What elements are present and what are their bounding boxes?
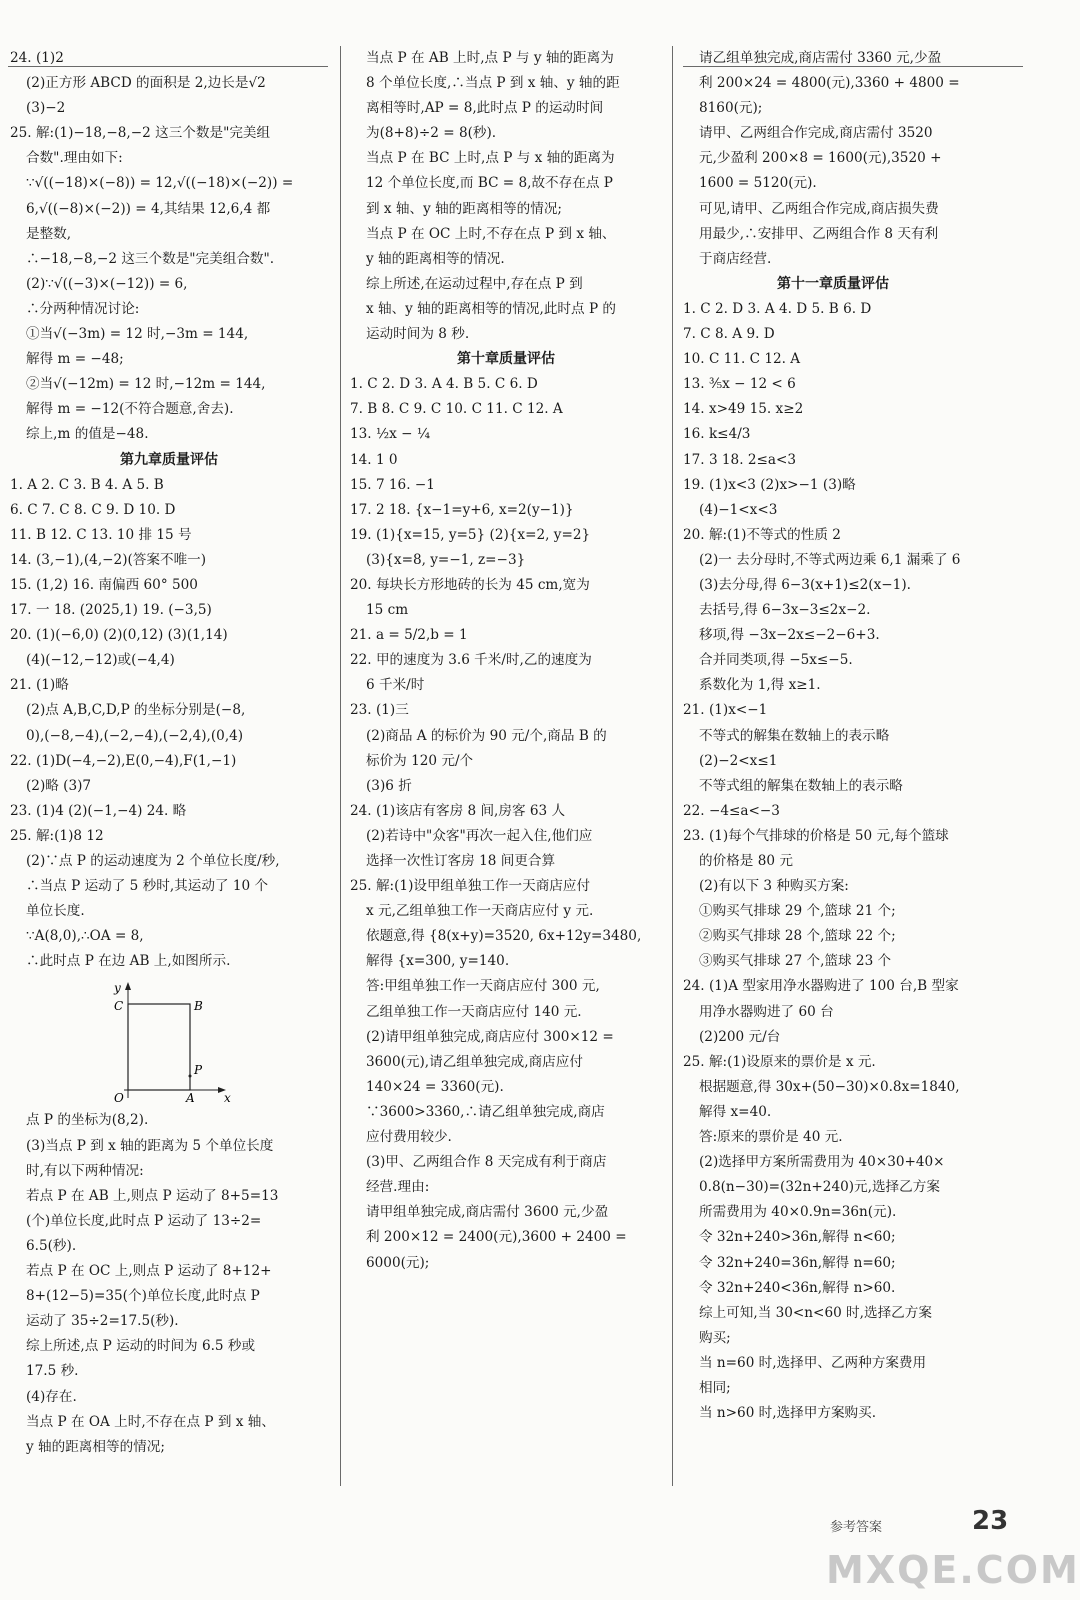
- answer-line: y 轴的距离相等的情况.: [366, 250, 505, 267]
- answer-line: 若点 P 在 OC 上,则点 P 运动了 8+12+: [26, 1263, 272, 1280]
- answer-line: 24. (1)A 型家用净水器购进了 100 台,B 型家: [683, 978, 959, 995]
- answer-line: 时,有以下两种情况:: [26, 1162, 144, 1179]
- answer-line: 15. (1,2) 16. 南偏西 60° 500: [10, 576, 198, 593]
- answer-line: 14. x>49 15. x≥2: [683, 401, 804, 418]
- answer-line: 21. (1)略: [10, 677, 69, 694]
- answer-line: 6.5(秒).: [26, 1237, 77, 1254]
- answer-line: ∵√((−18)×(−8)) = 12,√((−18)×(−2)) =: [26, 175, 294, 192]
- answer-line: 13. ½x − ¼: [350, 426, 430, 443]
- answer-line: 相同;: [699, 1379, 731, 1396]
- fig-label-x: x: [224, 1091, 231, 1106]
- fig-label-a: A: [186, 1091, 195, 1106]
- answer-line: 当点 P 在 AB 上时,点 P 与 y 轴的距离为: [366, 50, 614, 66]
- answers-ch9-end: [350, 46, 662, 347]
- answer-line: 综上所述,在运动过程中,存在点 P 到: [366, 275, 583, 292]
- fig-label-c: C: [114, 999, 124, 1014]
- answer-line: 可见,请甲、乙两组合作完成,商店损失费: [699, 200, 939, 217]
- answer-line: 令 32n+240<36n,解得 n>60.: [699, 1279, 896, 1296]
- answer-line: 8160(元);: [699, 100, 763, 117]
- answer-line: 10. C 11. C 12. A: [683, 351, 801, 368]
- answer-line: 1600 = 5120(元).: [699, 175, 817, 192]
- answer-line: 17. 2 18. {x−1=y+6, x=2(y−1)}: [350, 501, 574, 518]
- answer-line: 是整数,: [26, 225, 72, 242]
- answer-line: 移项,得 −3x−2x≤−2−6+3.: [699, 627, 880, 644]
- answer-line: 经营.理由:: [366, 1179, 430, 1196]
- answer-line: (3)6 折: [366, 777, 412, 794]
- answer-line: 8 个单位长度,∴当点 P 到 x 轴、y 轴的距: [366, 75, 620, 92]
- answer-line: ③购买气排球 27 个,篮球 23 个: [699, 953, 892, 970]
- answer-line: 综上,m 的值是−48.: [26, 426, 149, 443]
- answer-line: (3)去分母,得 6−3(x+1)≤2(x−1).: [699, 576, 911, 593]
- answer-line: 请甲组单独完成,商店需付 3600 元,少盈: [366, 1204, 609, 1221]
- page-footer: [822, 1506, 1032, 1546]
- answer-line: (2)−2<x≤1: [699, 752, 778, 769]
- answer-line: (2)正方形 ABCD 的面积是 2,边长是√2: [26, 75, 266, 92]
- answers-ch9-continued: [10, 1108, 328, 1459]
- answer-line: 25. 解:(1)设原来的票价是 x 元.: [683, 1053, 876, 1070]
- answer-line: 利 200×12 = 2400(元),3600 + 2400 =: [366, 1229, 627, 1246]
- answer-line: (2)商品 A 的标价为 90 元/个,商品 B 的: [366, 727, 607, 744]
- answer-line: (3){x=8, y=−1, z=−3}: [366, 551, 526, 568]
- answer-line: 答:甲组单独工作一天商店应付 300 元,: [366, 978, 600, 995]
- answer-line: 不等式的解集在数轴上的表示略: [699, 727, 890, 744]
- answer-line: 单位长度.: [26, 903, 85, 920]
- answer-line: 13. ⅗x − 12 < 6: [683, 376, 796, 393]
- answers-ch11: [683, 297, 983, 1426]
- answer-line: (2)选择甲方案所需费用为 40×30+40×: [699, 1154, 945, 1171]
- answer-line: (3)甲、乙两组合作 8 天完成有利于商店: [366, 1154, 607, 1171]
- answer-line: 21. (1)x<−1: [683, 702, 768, 719]
- answer-line: 23. (1)三: [350, 702, 409, 719]
- answer-line: 1. C 2. D 3. A 4. D 5. B 6. D: [683, 300, 872, 317]
- answer-line: (4)存在.: [26, 1388, 77, 1405]
- answer-line: 当点 P 在 OA 上时,不存在点 P 到 x 轴、: [26, 1413, 275, 1430]
- answer-line: 标价为 120 元/个: [366, 752, 474, 769]
- answer-line: (2)∵√((−3)×(−12)) = 6,: [26, 275, 188, 292]
- answer-line: 25. 解:(1)设甲组单独工作一天商店应付: [350, 878, 591, 895]
- answer-line: 3600(元),请乙组单独完成,商店应付: [366, 1053, 583, 1070]
- fig-label-y: y: [114, 981, 121, 996]
- answer-line: 7. B 8. C 9. C 10. C 11. C 12. A: [350, 401, 563, 418]
- answer-line: x 元,乙组单独工作一天商店应付 y 元.: [366, 903, 594, 920]
- answer-line: 12 个单位长度,而 BC = 8,故不存在点 P: [366, 175, 613, 192]
- answer-line: ∵A(8,0),∴OA = 8,: [26, 928, 144, 945]
- answer-line: 购买;: [699, 1329, 731, 1346]
- answer-line: 20. 每块长方形地砖的长为 45 cm,宽为: [350, 576, 590, 593]
- answer-line: 合并同类项,得 −5x≤−5.: [699, 652, 853, 669]
- answer-line: 离相等时,AP = 8,此时点 P 的运动时间: [366, 100, 604, 117]
- answer-line: 11. B 12. C 13. 10 排 15 号: [10, 526, 192, 543]
- answer-line: 23. (1)4 (2)(−1,−4) 24. 略: [10, 802, 187, 819]
- answer-line: 15. 7 16. −1: [350, 476, 435, 493]
- answer-line: 8+(12−5)=35(个)单位长度,此时点 P: [26, 1288, 260, 1305]
- answer-line: 元,少盈利 200×8 = 1600(元),3520 +: [699, 150, 942, 167]
- answer-line: 解得 x=40.: [699, 1103, 772, 1120]
- answer-line: 23. (1)每个气排球的价格是 50 元,每个篮球: [683, 827, 949, 844]
- answer-line: 16. k≤4/3: [683, 426, 751, 443]
- answer-line: 用最少,∴安排甲、乙两组合作 8 天有利: [699, 225, 939, 242]
- answer-line: 去括号,得 6−3x−3≤2x−2.: [699, 602, 871, 619]
- column-left: [10, 46, 328, 1460]
- answer-line: (个)单位长度,此时点 P 运动了 13÷2=: [26, 1212, 262, 1229]
- answer-line: 运动时间为 8 秒.: [366, 326, 470, 343]
- heading-ch10: 第十章质量评估: [457, 351, 555, 368]
- answer-line: (2)∵点 P 的运动速度为 2 个单位长度/秒,: [26, 853, 280, 869]
- answer-line: 17. 3 18. 2≤a<3: [683, 451, 797, 468]
- answer-line: (2)请甲组单独完成,商店应付 300×12 =: [366, 1028, 614, 1045]
- answer-line: 不等式组的解集在数轴上的表示略: [699, 777, 903, 794]
- answer-line: 令 32n+240>36n,解得 n<60;: [699, 1229, 896, 1246]
- answer-line: 140×24 = 3360(元).: [366, 1078, 504, 1095]
- answer-line: 的价格是 80 元: [699, 853, 793, 869]
- answer-line: ∴−18,−8,−2 这三个数是"完美组合数".: [26, 250, 275, 267]
- answer-line: (4)(−12,−12)或(−4,4): [26, 652, 175, 669]
- answer-line: 综上可知,当 30<n<60 时,选择乙方案: [699, 1304, 932, 1321]
- answer-line: 6. C 7. C 8. C 9. D 10. D: [10, 501, 176, 518]
- answer-line: 综上所述,点 P 运动的时间为 6.5 秒或: [26, 1338, 256, 1355]
- answer-line: ②购买气排球 28 个,篮球 22 个;: [699, 928, 896, 945]
- answer-line: 0),(−8,−4),(−2,−4),(−2,4),(0,4): [26, 727, 244, 744]
- answer-line: 17. 一 18. (2025,1) 19. (−3,5): [10, 602, 212, 619]
- fig-label-p: P: [194, 1063, 203, 1078]
- answer-line: ∵3600>3360,∴请乙组单独完成,商店: [366, 1103, 605, 1120]
- answer-line: 20. (1)(−6,0) (2)(0,12) (3)(1,14): [10, 627, 228, 644]
- column-divider-2: [672, 46, 673, 1486]
- answer-line: 为(8+8)÷2 = 8(秒).: [366, 125, 497, 142]
- answer-line: 6 千米/时: [366, 677, 425, 694]
- column-right: [683, 46, 983, 1426]
- answers-ch10: [350, 372, 662, 1275]
- answer-line: 当 n>60 时,选择甲方案购买.: [699, 1405, 877, 1422]
- answer-line: 点 P 的坐标为(8,2).: [26, 1112, 149, 1129]
- answer-line: 14. (3,−1),(4,−2)(答案不唯一): [10, 551, 207, 568]
- answer-line: 24. (1)该店有客房 8 间,房客 63 人: [350, 802, 566, 819]
- answer-line: 若点 P 在 AB 上,则点 P 运动了 8+5=13: [26, 1187, 279, 1204]
- answer-line: 20. 解:(1)不等式的性质 2: [683, 526, 841, 543]
- answer-line: 请甲、乙两组合作完成,商店需付 3520: [699, 125, 933, 142]
- answer-line: 令 32n+240=36n,解得 n=60;: [699, 1254, 896, 1271]
- answer-line: 利 200×24 = 4800(元),3360 + 4800 =: [699, 75, 960, 92]
- answer-line: ∴此时点 P 在边 AB 上,如图所示.: [26, 953, 231, 970]
- answers-ch9: [10, 473, 328, 975]
- answer-line: 1. C 2. D 3. A 4. B 5. C 6. D: [350, 376, 538, 393]
- answer-line: (2)若诗中"众客"再次一起入住,他们应: [366, 827, 593, 844]
- answer-line: 答:原来的票价是 40 元.: [699, 1129, 843, 1146]
- answer-line: 依题意,得 {8(x+y)=3520, 6x+12y=3480,: [366, 928, 642, 945]
- answer-line: 22. 甲的速度为 3.6 千米/时,乙的速度为: [350, 652, 592, 669]
- answers-ch10-end: [683, 46, 983, 272]
- answer-line: 合数".理由如下:: [26, 150, 123, 167]
- answer-line: 25. 解:(1)8 12: [10, 827, 104, 844]
- answer-line: 用净水器购进了 60 台: [699, 1003, 834, 1020]
- answer-line: 15 cm: [366, 602, 409, 619]
- answer-line: 系数化为 1,得 x≥1.: [699, 677, 821, 694]
- answer-line: 22. −4≤a<−3: [683, 802, 780, 819]
- heading-ch9: 第九章质量评估: [120, 451, 218, 468]
- answer-line: 解得 m = −12(不符合题意,舍去).: [26, 401, 234, 418]
- answer-line: ①当√(−3m) = 12 时,−3m = 144,: [26, 326, 249, 343]
- answer-line: ②当√(−12m) = 12 时,−12m = 144,: [26, 376, 266, 393]
- answer-line: (2)有以下 3 种购买方案:: [699, 878, 849, 895]
- answer-line: 19. (1)x<3 (2)x>−1 (3)略: [683, 476, 856, 493]
- answer-line: 于商店经营.: [699, 250, 772, 267]
- fig-label-b: B: [194, 999, 203, 1014]
- answer-line: 到 x 轴、y 轴的距离相等的情况;: [366, 200, 563, 217]
- heading-ch11: 第十一章质量评估: [777, 275, 889, 292]
- answers-ch8-tail: [10, 46, 328, 448]
- answer-line: 14. 1 0: [350, 451, 398, 468]
- answer-line: (3)−2: [26, 100, 66, 117]
- answer-line: ∴分两种情况讨论:: [26, 300, 140, 317]
- answer-line: ①购买气排球 29 个,篮球 21 个;: [699, 903, 896, 920]
- answer-line: x 轴、y 轴的距离相等的情况,此时点 P 的: [366, 300, 617, 317]
- answer-line: 应付费用较少.: [366, 1129, 452, 1146]
- answer-line: 1. A 2. C 3. B 4. A 5. B: [10, 476, 164, 493]
- answer-line: (2)点 A,B,C,D,P 的坐标分别是(−8,: [26, 702, 246, 719]
- answer-line: 所需费用为 40×0.9n=36n(元).: [699, 1204, 897, 1221]
- answer-line: 乙组单独工作一天商店应付 140 元.: [366, 1003, 582, 1020]
- answer-line: (2)一 去分母时,不等式两边乘 6,1 漏乘了 6: [699, 551, 961, 568]
- answer-line: 6,√((−8)×(−2)) = 4,其结果 12,6,4 都: [26, 200, 271, 217]
- column-divider-1: [340, 46, 341, 1486]
- answer-line: y 轴的距离相等的情况;: [26, 1438, 165, 1455]
- answer-line: (4)−1<x<3: [699, 501, 778, 518]
- answer-line: 6000(元);: [366, 1254, 430, 1271]
- answer-line: 运动了 35÷2=17.5(秒).: [26, 1313, 179, 1330]
- fig-label-o: O: [114, 1091, 124, 1106]
- answer-line: 解得 {x=300, y=140.: [366, 953, 510, 970]
- column-middle: [350, 46, 662, 1276]
- page-number: 23: [972, 1506, 1009, 1536]
- answer-line: 根据题意,得 30x+(50−30)×0.8x=1840,: [699, 1078, 960, 1095]
- answer-line: (3)当点 P 到 x 轴的距离为 5 个单位长度: [26, 1137, 274, 1154]
- watermark: MXQE.COM: [826, 1548, 1080, 1592]
- answer-line: 请乙组单独完成,商店需付 3360 元,少盈: [699, 50, 942, 66]
- coordinate-figure: [10, 974, 328, 1108]
- answer-line: 当 n=60 时,选择甲、乙两种方案费用: [699, 1354, 927, 1371]
- answer-line: ∴当点 P 运动了 5 秒时,其运动了 10 个: [26, 878, 269, 895]
- answer-line: (2)200 元/台: [699, 1028, 781, 1045]
- answer-line: 当点 P 在 BC 上时,点 P 与 x 轴的距离为: [366, 150, 615, 167]
- answer-line: 当点 P 在 OC 上时,不存在点 P 到 x 轴、: [366, 225, 616, 242]
- answer-line: 25. 解:(1)−18,−8,−2 这三个数是"完美组: [10, 125, 271, 142]
- answer-line: 24. (1)2: [10, 50, 64, 66]
- answer-line: 7. C 8. A 9. D: [683, 326, 775, 343]
- answer-line: 选择一次性订客房 18 间更合算: [366, 853, 556, 869]
- answer-line: 22. (1)D(−4,−2),E(0,−4),F(1,−1): [10, 752, 237, 769]
- answer-line: 17.5 秒.: [26, 1363, 79, 1380]
- answer-line: 19. (1){x=15, y=5} (2){x=2, y=2}: [350, 526, 591, 543]
- answer-line: 解得 m = −48;: [26, 351, 124, 368]
- answer-line: 0.8(n−30)=(32n+240)元,选择乙方案: [699, 1179, 940, 1196]
- answer-line: 21. a = 5/2,b = 1: [350, 627, 468, 644]
- footer-label: 参考答案: [830, 1520, 883, 1535]
- answer-line: (2)略 (3)7: [26, 777, 92, 794]
